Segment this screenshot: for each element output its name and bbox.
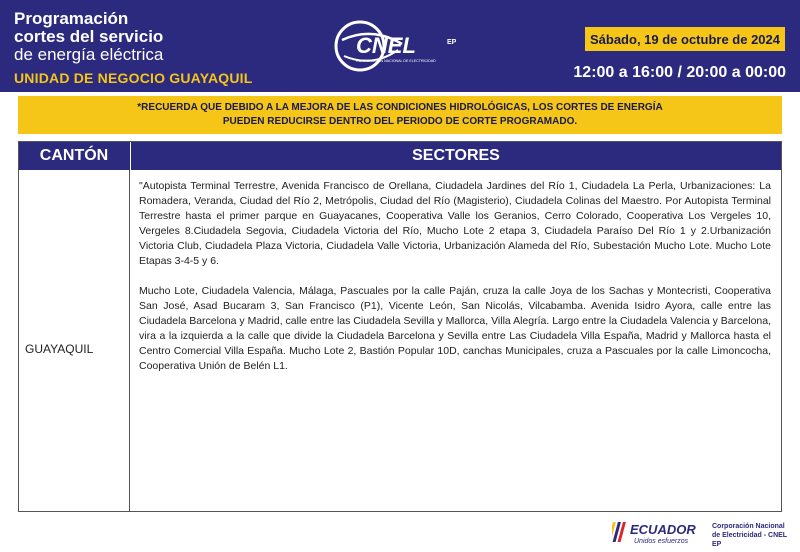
notice-banner — [18, 96, 782, 134]
logo-subtitle: CORPORACIÓN NACIONAL DE ELECTRICIDAD — [356, 59, 436, 63]
page-title-line1: Programación — [14, 9, 129, 28]
table-header-row — [19, 142, 781, 170]
cnel-logo — [332, 16, 482, 76]
page-title-line3: de energía eléctrica — [14, 45, 164, 64]
table-cell-canton: GUAYAQUIL — [25, 342, 94, 356]
column-header-canton: CANTÓN — [39, 147, 109, 164]
page-title-line2: cortes del servicio — [14, 27, 164, 46]
ecuador-text: ECUADOR — [630, 522, 696, 537]
slogan-text: Unidos esfuerzos — [634, 538, 689, 545]
time-range: 12:00 a 16:00 / 20:00 a 00:00 — [573, 64, 786, 81]
logo-text: CNEL — [356, 33, 416, 58]
ecuador-logo — [612, 518, 700, 546]
logo-suffix: EP — [447, 39, 457, 46]
column-divider — [129, 170, 130, 511]
header-banner — [0, 0, 800, 92]
sectores-paragraph-2: Mucho Lote, Ciudadela Valencia, Málaga, Pascuales por la calle Paján, cruza la calle Joya de los Sachas y Montecristi, Cooperativa San José, Asad Bucaram 3, San Francisco (P1), Vicente León, San Nicolás, Vilcabamba. Avenida Isidro Ayora, calle entre las Ciudadela Barcelona y Madrid, calle entre las Ciudadela Sevilla y Mallorca, Villa Alegría. Largo entre la Ciudadela Valencia y Barcelona, vira a la izquierda a la calle que divide la Ciudadela Barcelona y Sevilla entre Las Ciudadela Villa España, Madrid y Mallorca hasta el Centro Comercial Villa España. Mucho Lote 2, Bastión Popular 10D, canchas Municipales, cruza a Pascuales por la calle Limoncocha, Cooperativa Unión de Belén L1. — [139, 285, 771, 372]
table-cell-sectores — [139, 179, 771, 389]
footer-org-line1: Corporación Nacional — [712, 523, 785, 530]
outage-table — [18, 141, 782, 512]
sectores-paragraph-1: "Autopista Terminal Terrestre, Avenida Francisco de Orellana, Ciudadela Jardines del Río 1, Ciudadela La Perla, Urbanizaciones: La Romadera, Veranda, Ciudad del Río 2, Metrópolis, Ciudad del Río (Magisterio), Ciudadela Colinas del Maestro. Por Autopista Terminal Terrestre hasta el primer parque en Guayacanes, Cooperativa Valle los Geranios, Cerro Colorado, Cooperativa Los Vergeles 10, Vergeles 8.Ciudadela Segovia, Ciudadela Victoria del Río, Mucho Lote 2 etapa 3, Ciudadela Paraíso Del Río 1 y 2.Urbanización Victoria Club, Ciudadela Plaza Victoria, Ciudadela Valle Victoria, Urbanización Alameda del Río, Subestación Mucho Lote. Mucho Lote Etapas 3-4-5 y 6. — [139, 180, 771, 267]
column-header-sectores: SECTORES — [130, 142, 781, 170]
business-unit-label: UNIDAD DE NEGOCIO GUAYAQUIL — [14, 70, 253, 86]
notice-line1: *RECUERDA QUE DEBIDO A LA MEJORA DE LAS CONDICIONES HIDROLÓGICAS, LOS CORTES DE ENERGÍA — [137, 102, 663, 113]
notice-line2: PUEDEN REDUCIRSE DENTRO DEL PERIODO DE CORTE PROGRAMADO. — [222, 116, 578, 127]
footer-org-line2: de Electricidad - CNEL EP — [712, 532, 787, 548]
footer-organization — [712, 522, 794, 549]
date-badge: Sábado, 19 de octubre de 2024 — [585, 27, 785, 51]
